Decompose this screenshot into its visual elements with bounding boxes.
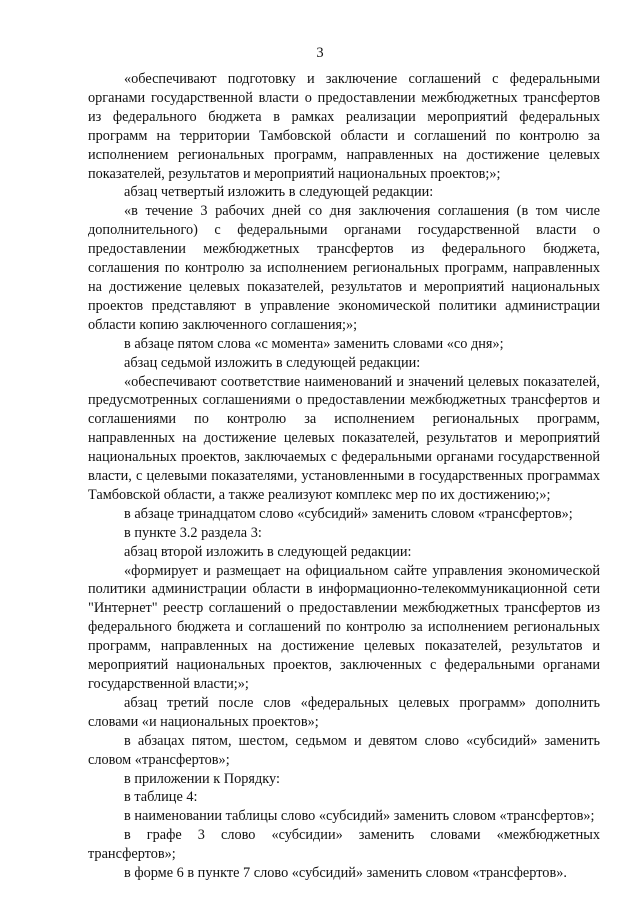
paragraph: в абзаце пятом слова «с момента» заменить словами «со дня»; xyxy=(124,335,504,352)
paragraph: в графе 3 слово «субсидии» заменить словами «межбюджетных трансфертов»; xyxy=(88,827,600,863)
page-number: 3 xyxy=(316,45,324,61)
paragraph: «обеспечивают соответствие наименований и значений целевых показателей, предусмотренных соглашениями о предоставлении межбюджетных трансфертов и соглашениями по контролю за исполнением региональных программ, направленных на достижение целевых показателей, результатов и мероприятий национальных проектов, заключаемых с федеральными органами государственной власти, с целевыми показателями, установленными в государственных программах Тамбовской области, а также реализуют комплекс мер по их достижению;»; xyxy=(88,373,600,503)
paragraph: в наименовании таблицы слово «субсидий» заменить словом «трансфертов»; xyxy=(124,808,595,825)
paragraph: «обеспечивают подготовку и заключение соглашений с федеральными органами государственной власти о предоставлении межбюджетных трансфертов из федерального бюджета в рамках реализации мероприятий федеральных программ на территории Тамбовской области и соглашений по контролю за исполнением региональных программ, направленных на достижение целевых показателей, результатов и мероприятий национальных проектов;»; xyxy=(88,71,600,182)
paragraph: в абзацах пятом, шестом, седьмом и девятом слово «субсидий» заменить словом «трансфертов»; xyxy=(88,732,600,768)
paragraph: в форме 6 в пункте 7 слово «субсидий» заменить словом «трансфертов». xyxy=(124,865,567,882)
paragraph: в пункте 3.2 раздела 3: xyxy=(124,524,262,541)
paragraph: «в течение 3 рабочих дней со дня заключения соглашения (в том числе дополнительного) с федеральными органами государственной власти о предоставлении межбюджетных трансфертов из федерального бюджета, соглашения по контролю за исполнением региональных программ, направленных на достижение целевых показателей, результатов и мероприятий национальных проектов представляют в управление экономической политики администрации области копию заключенного соглашения;»; xyxy=(88,203,600,333)
paragraph: абзац второй изложить в следующей редакции: xyxy=(124,543,412,560)
paragraph: «формирует и размещает на официальном сайте управления экономической политики администрации области в информационно-телекоммуникационной сети "Интернет" реестр соглашений о предоставлении межбюджетных трансфертов из федерального бюджета и соглашений по контролю за исполнением региональных программ, направленных на достижение целевых показателей, результатов и мероприятий национальных проектов, заключенных с федеральными органами государственной власти;»; xyxy=(88,562,600,692)
paragraph: в абзаце тринадцатом слово «субсидий» заменить словом «трансфертов»; xyxy=(124,505,573,522)
paragraph: абзац седьмой изложить в следующей редакции: xyxy=(124,354,421,371)
paragraph: абзац третий после слов «федеральных целевых программ» дополнить словами «и национальных проектов»; xyxy=(88,694,600,730)
paragraph: в приложении к Порядку: xyxy=(124,770,280,787)
paragraph: в таблице 4: xyxy=(124,789,198,806)
document-body xyxy=(88,70,600,883)
paragraph: абзац четвертый изложить в следующей редакции: xyxy=(124,184,434,201)
